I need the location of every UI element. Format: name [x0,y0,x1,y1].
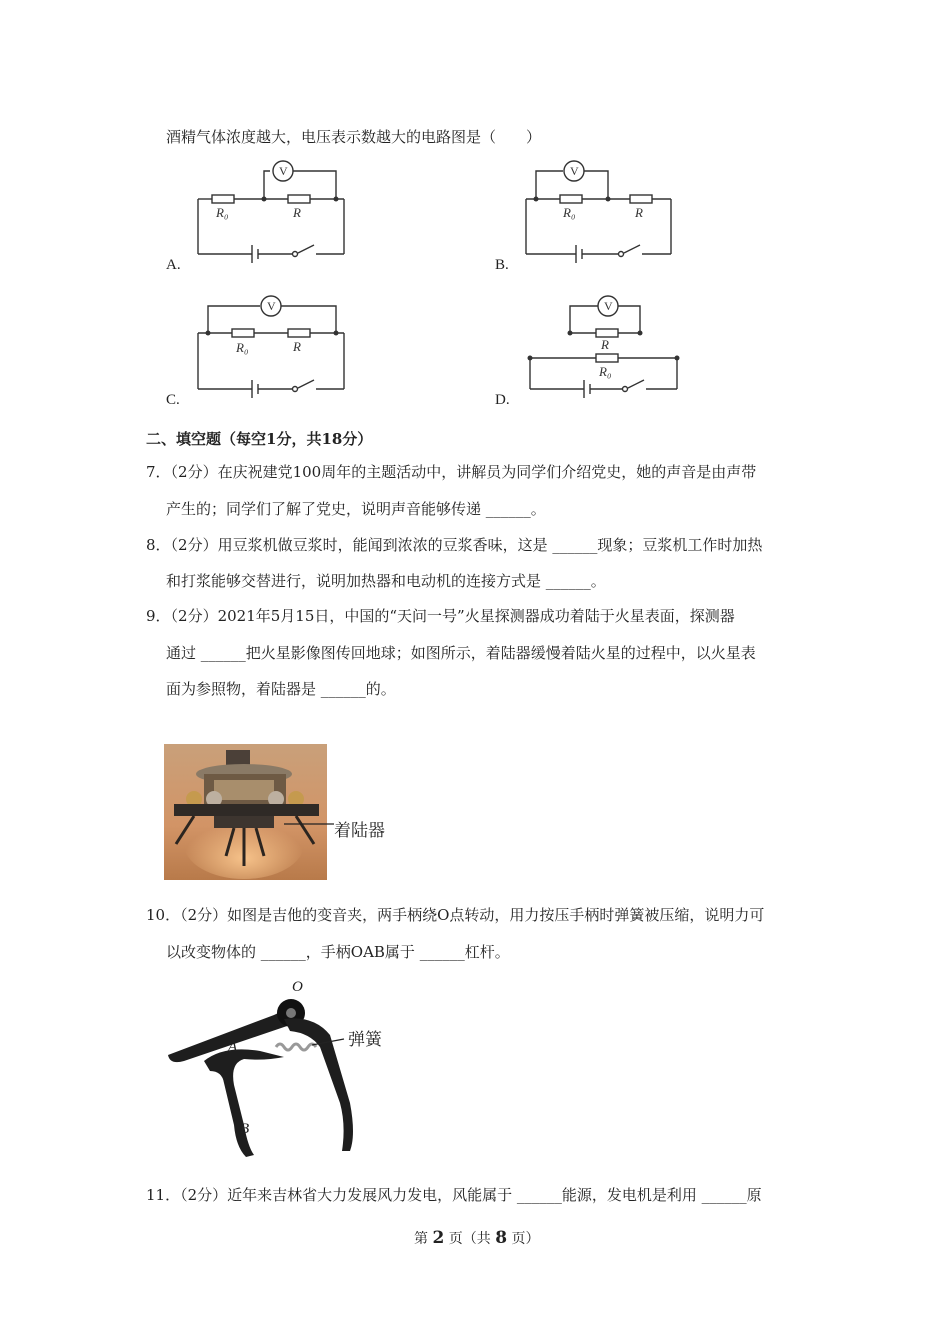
question-9-line2: 通过 ______把火星影像图传回地球；如图所示，着陆器缓慢着陆火星的过程中，以火星表 [166,644,756,662]
resistor-r [288,329,310,337]
svg-text:R₀: R₀ [599,364,612,379]
question-10-line1: 10．（2分）如图是吉他的变音夹，两手柄绕O点转动，用力按压手柄时弹簧被压缩，说明力可 [146,906,765,924]
switch-icon [293,387,298,392]
switch-icon [623,387,628,392]
question-8-line1: 8．（2分）用豆浆机做豆浆时，能闻到浓浓的豆浆香味，这是 ______现象；豆浆机工作时加热 [146,536,763,554]
total-pages: 8 [495,1228,508,1248]
svg-text:R₀: R₀ [236,340,249,355]
question-10-line2: 以改变物体的 ______，手柄OAB属于 ______杠杆。 [166,943,510,961]
svg-text:R₀: R₀ [563,205,576,220]
circuit-c [190,292,360,402]
svg-text:V: V [279,164,288,178]
svg-text:R₀: R₀ [216,205,229,220]
circuit-a [190,155,360,270]
svg-text:R: R [293,339,301,354]
option-d-label: D. [495,392,510,408]
point-a-label: A [228,1039,238,1055]
question-7-line1: 7．（2分）在庆祝建党100周年的主题活动中，讲解员为同学们介绍党史，她的声音是由声带 [146,463,757,481]
current-page: 2 [432,1228,445,1248]
spring-label: 弹簧 [348,1030,382,1050]
circuit-b [518,155,688,270]
resistor-r0 [560,195,582,203]
question-11-line1: 11．（2分）近年来吉林省大力发展风力发电，风能属于 ______能源，发电机是利用 ______原 [146,1186,762,1204]
question-8-line2: 和打浆能够交替进行，说明加热器和电动机的连接方式是 ______。 [166,572,606,590]
resistor-r [288,195,310,203]
page-footer: 第 2 页（共 8 页） [414,1228,540,1248]
guitar-capo-figure [164,975,394,1160]
point-o-label: O [292,979,303,995]
section-heading: 二、填空题（每空1分，共18分） [146,430,373,448]
option-a-label: A. [166,257,181,273]
question-9-line1: 9．（2分）2021年5月15日，中国的“天问一号”火星探测器成功着陆于火星表面，探测器 [146,607,735,625]
point-b-label: B [240,1121,250,1137]
option-b-label: B. [495,257,509,273]
question-6-tail: 酒精气体浓度越大，电压表示数越大的电路图是（ ） [166,128,542,146]
option-c-label: C. [166,392,180,408]
svg-text:V: V [604,299,613,313]
switch-icon [293,252,298,257]
svg-text:V: V [570,164,579,178]
switch-icon [619,252,624,257]
mars-lander-figure [164,744,404,882]
resistor-r0 [212,195,234,203]
question-9-line3: 面为参照物，着陆器是 ______的。 [166,680,396,698]
resistor-r0 [232,329,254,337]
resistor-r0 [596,354,618,362]
resistor-r [630,195,652,203]
resistor-r [596,329,618,337]
svg-text:R: R [635,205,643,220]
question-7-line2: 产生的；同学们了解了党史，说明声音能够传递 ______。 [166,500,546,518]
svg-text:V: V [267,299,276,313]
lander-label: 着陆器 [334,821,385,841]
circuit-d [522,292,692,402]
svg-text:R: R [601,337,609,352]
svg-text:R: R [293,205,301,220]
